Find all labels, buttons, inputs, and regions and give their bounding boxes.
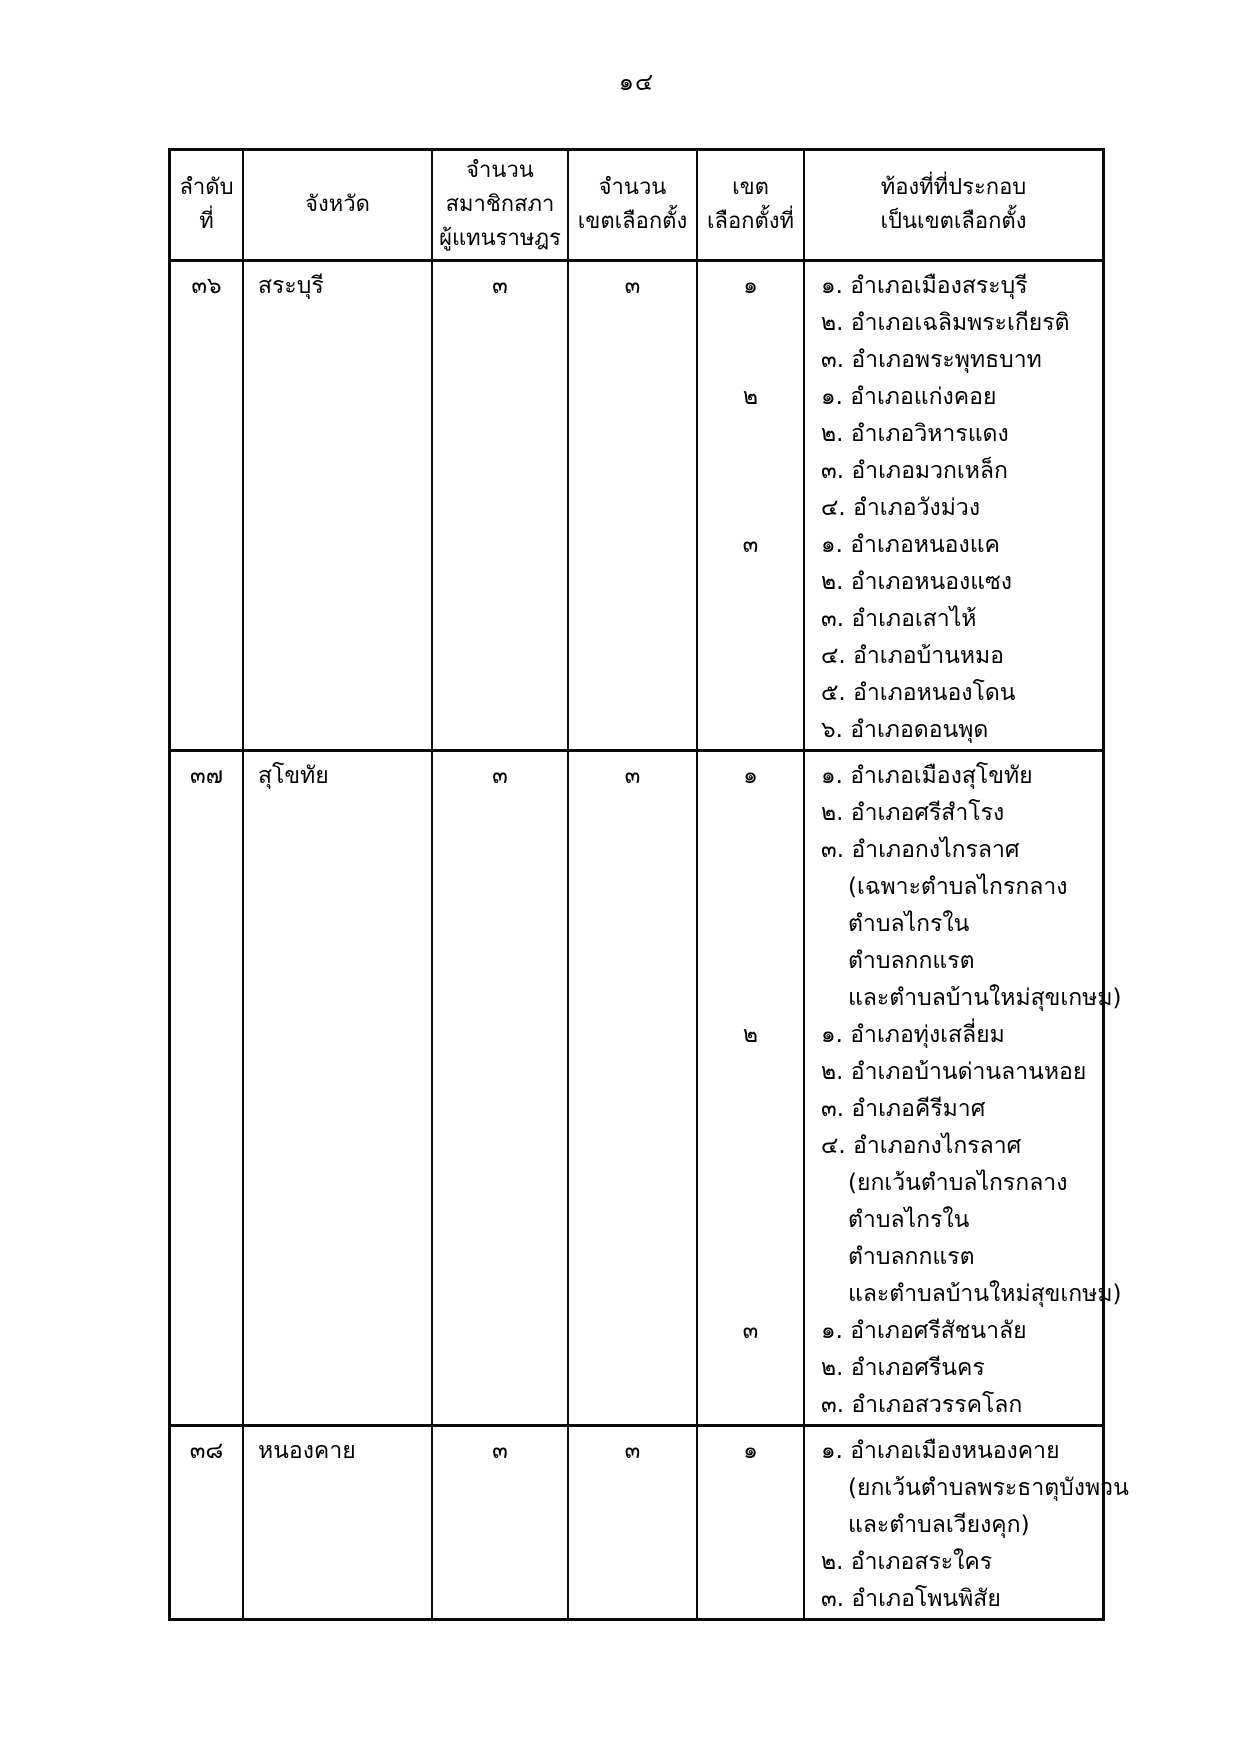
row-order: ๓๗ (171, 752, 244, 1424)
district-number-cell (698, 379, 805, 527)
area-line: ๒. อำเภอเฉลิมพระเกียรติ (821, 310, 1070, 336)
district-number: ๒ (742, 384, 759, 410)
column-header-district-no-line: เลือกตั้งที่ (706, 209, 795, 234)
district-groups (698, 1427, 1135, 1618)
column-header-province (244, 151, 433, 259)
district-group (698, 1427, 1135, 1618)
column-header-district-no (698, 151, 805, 259)
area-line-continuation: ตำบลกกแรต (848, 1244, 975, 1270)
district-groups (698, 262, 1102, 749)
area-line: ๑. อำเภอเมืองสระบุรี (821, 273, 1028, 299)
column-header-order-line: ที่ (199, 209, 214, 234)
area-line: ๖. อำเภอดอนพุด (821, 717, 989, 743)
district-areas (805, 527, 1102, 749)
area-line: ๑. อำเภอทุ่งเสลี่ยม (821, 1022, 1005, 1048)
column-header-district-no-line: เขต (732, 175, 769, 200)
district-groups (698, 752, 1127, 1424)
area-line: ๒. อำเภอบ้านด่านลานหอย (821, 1059, 1087, 1085)
district-number-cell (698, 752, 805, 1017)
column-header-district-count-line: จำนวน (598, 175, 667, 200)
area-line-continuation: (ยกเว้นตำบลไกรกลาง (848, 1170, 1068, 1196)
district-group (698, 1017, 1127, 1313)
district-areas (805, 262, 1102, 379)
district-areas (805, 1313, 1127, 1424)
row-mp-count: ๓ (433, 752, 569, 1424)
area-line-continuation: และตำบลเวียงคุก) (848, 1512, 1030, 1538)
area-line: ๓. อำเภอมวกเหล็ก (821, 458, 1008, 484)
table-row (171, 262, 1102, 752)
district-number-cell (698, 1313, 805, 1424)
district-group (698, 527, 1102, 749)
row-order: ๓๘ (171, 1427, 244, 1618)
column-header-mp-count (433, 151, 569, 259)
area-line: ๔. อำเภอบ้านหมอ (821, 643, 1004, 669)
column-header-mp-count-line: ผู้แทนราษฎร (439, 226, 561, 251)
area-line: ๒. อำเภอวิหารแดง (821, 421, 1009, 447)
district-number: ๑ (743, 763, 758, 789)
area-line: ๑. อำเภอแก่งคอย (821, 384, 997, 410)
district-number-cell (698, 527, 805, 749)
row-province: หนองคาย (244, 1427, 433, 1618)
table-header-row (171, 151, 1102, 262)
table-row (171, 1427, 1129, 1618)
column-header-district-count-line: เขตเลือกตั้ง (577, 209, 688, 234)
area-line-continuation: ตำบลไกรใน (848, 911, 970, 937)
column-header-areas-line: เป็นเขตเลือกตั้ง (880, 209, 1027, 234)
area-line-continuation: ตำบลกกแรต (848, 948, 975, 974)
area-line: ๔. อำเภอกงไกรลาศ (821, 1133, 1022, 1159)
area-line: ๑. อำเภอเมืองหนองคาย (821, 1438, 1060, 1464)
column-header-areas-line: ท้องที่ที่ประกอบ (880, 175, 1027, 200)
district-group (698, 262, 1102, 379)
area-line: ๓. อำเภอเสาไห้ (821, 606, 977, 632)
row-mp-count: ๓ (433, 262, 569, 749)
area-line: ๑. อำเภอเมืองสุโขทัย (821, 763, 1033, 789)
column-header-mp-count-line: จำนวน (466, 158, 534, 183)
area-line: ๑. อำเภอหนองแค (821, 532, 1000, 558)
district-number-cell (698, 1017, 805, 1313)
area-line: ๒. อำเภอสระใคร (821, 1549, 993, 1575)
row-province: สระบุรี (244, 262, 433, 749)
district-group (698, 379, 1102, 527)
district-group (698, 1313, 1127, 1424)
column-header-mp-count-line: สมาชิกสภา (445, 192, 555, 217)
area-line: ๓. อำเภอคีรีมาศ (821, 1096, 986, 1122)
area-line: ๑. อำเภอศรีสัชนาลัย (821, 1318, 1027, 1344)
district-number: ๑ (743, 1438, 758, 1464)
district-areas (805, 752, 1127, 1017)
area-line: ๓. อำเภอสวรรคโลก (821, 1392, 1023, 1418)
row-district-count: ๓ (569, 262, 698, 749)
area-line: ๕. อำเภอหนองโดน (821, 680, 1016, 706)
area-line: ๒. อำเภอศรีสำโรง (821, 800, 1005, 826)
district-areas (805, 1427, 1135, 1618)
column-header-province-line: จังหวัด (305, 192, 370, 217)
area-line: ๓. อำเภอกงไกรลาศ (821, 837, 1020, 863)
district-group (698, 752, 1127, 1017)
area-line: ๒. อำเภอหนองแซง (821, 569, 1012, 595)
election-districts-table (168, 148, 1129, 1621)
table-row (171, 752, 1122, 1427)
page-number: ๑๔ (618, 68, 655, 96)
district-number-cell (698, 1427, 805, 1618)
column-header-areas (805, 151, 1102, 259)
area-line: ๓. อำเภอโพนพิสัย (821, 1586, 1001, 1612)
area-line-continuation: (ยกเว้นตำบลพระธาตุบังพวน (848, 1475, 1129, 1501)
district-areas (805, 379, 1102, 527)
row-mp-count: ๓ (433, 1427, 569, 1618)
row-order: ๓๖ (171, 262, 244, 749)
column-header-order-line: ลำดับ (179, 175, 234, 200)
area-line: ๔. อำเภอวังม่วง (821, 495, 981, 521)
district-number: ๓ (742, 532, 759, 558)
area-line: ๒. อำเภอศรีนคร (821, 1355, 985, 1381)
area-line-continuation: ตำบลไกรใน (848, 1207, 970, 1233)
column-header-order (171, 151, 244, 259)
area-line-continuation: และตำบลบ้านใหม่สุขเกษม) (848, 1281, 1122, 1307)
row-province: สุโขทัย (244, 752, 433, 1424)
district-number-cell (698, 262, 805, 379)
row-district-count: ๓ (569, 752, 698, 1424)
row-district-count: ๓ (569, 1427, 698, 1618)
area-line-continuation: และตำบลบ้านใหม่สุขเกษม) (848, 985, 1122, 1011)
district-number: ๑ (743, 273, 758, 299)
district-number: ๓ (742, 1318, 759, 1344)
column-header-district-count (569, 151, 698, 259)
district-areas (805, 1017, 1127, 1313)
district-number: ๒ (742, 1022, 759, 1048)
area-line-continuation: (เฉพาะตำบลไกรกลาง (848, 874, 1068, 900)
area-line: ๓. อำเภอพระพุทธบาท (821, 347, 1042, 373)
